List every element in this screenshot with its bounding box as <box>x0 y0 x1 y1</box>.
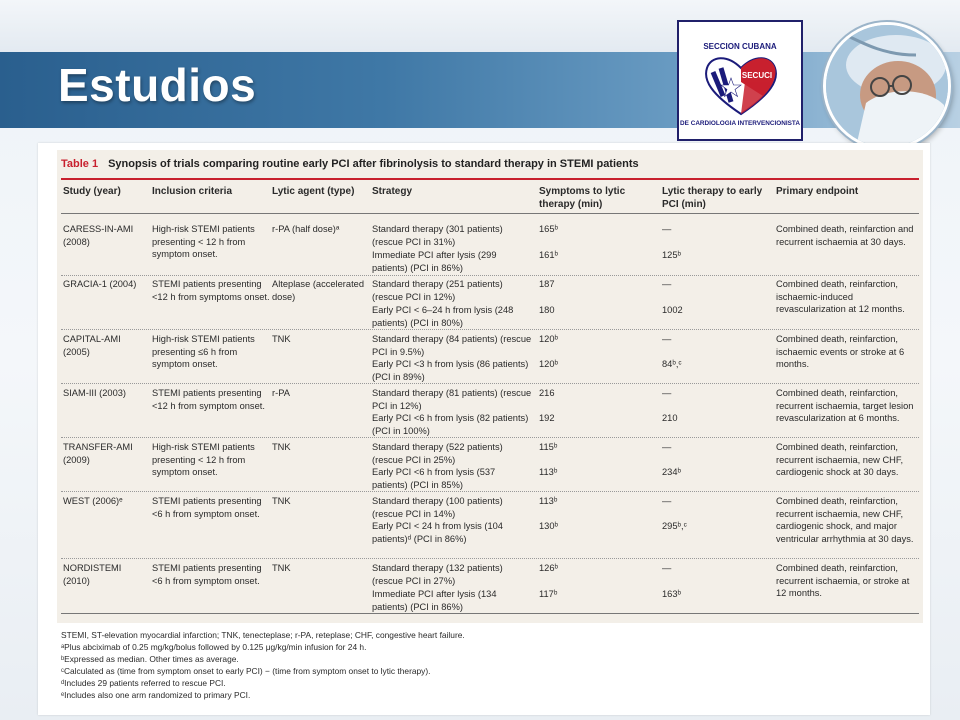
top-band <box>0 0 960 52</box>
row-study: SIAM-III (2003) <box>63 388 127 398</box>
row-inclusion: STEMI patients presenting <6 h from symptom onset. <box>152 563 262 586</box>
row-agent: TNK <box>272 334 291 344</box>
row-strategy-early: Early PCI <6 h from lysis (537 patients) (PCI in 85%) <box>372 467 496 490</box>
row-agent: Alteplase (accelerated dose) <box>272 279 364 302</box>
secuci-logo <box>677 20 803 141</box>
header-strategy: Strategy <box>372 186 413 197</box>
row-lytic-early: 125ᵇ <box>662 250 682 260</box>
header-rule <box>61 213 919 214</box>
row-strategy-standard: Standard therapy (84 patients) (rescue PCI in 9.5%) <box>372 334 532 357</box>
row-agent: r-PA <box>272 388 290 398</box>
row-strategy-standard: Standard therapy (251 patients) (rescue PCI in 12%) <box>372 279 503 302</box>
row-inclusion: High-risk STEMI patients presenting ≤6 h from symptom onset. <box>152 334 255 369</box>
row-agent: r-PA (half dose)ᵃ <box>272 224 340 234</box>
header-endpoint: Primary endpoint <box>776 186 859 197</box>
row-study: NORDISTEMI (2010) <box>63 563 122 586</box>
row-lytic-standard: — <box>662 279 672 289</box>
row-strategy-standard: Standard therapy (100 patients) (rescue PCI in 14%) <box>372 496 503 519</box>
row-lytic-standard: — <box>662 496 672 506</box>
row-sym-standard: 115ᵇ <box>539 442 558 452</box>
row-lytic-standard: — <box>662 388 672 398</box>
row-separator <box>61 558 919 559</box>
row-sym-standard: 126ᵇ <box>539 563 559 573</box>
row-sym-early: 192 <box>539 413 555 423</box>
heart-flag-icon <box>701 52 781 118</box>
row-lytic-early: 295ᵇ,ᶜ <box>662 521 687 531</box>
row-endpoint: Combined death, reinfarction, recurrent ischaemia, new CHF, cardiogenic shock, and major ventricular arrhythmia at 30 days. <box>776 496 914 544</box>
footnote: ᵇExpressed as median. Other times as average. <box>61 654 239 664</box>
row-sym-early: 120ᵇ <box>539 359 559 369</box>
row-endpoint: Combined death, reinfarction, recurrent ischaemia, new CHF, cardiogenic shock at 30 days. <box>776 442 904 477</box>
logo-top-text: SECCION CUBANA <box>703 42 777 51</box>
table-caption: Synopsis of trials comparing routine early PCI after fibrinolysis to standard therapy in STEMI patients <box>108 158 639 170</box>
row-sym-standard: 216 <box>539 388 555 398</box>
row-strategy-standard: Standard therapy (132 patients) (rescue PCI in 27%) <box>372 563 503 586</box>
row-strategy-standard: Standard therapy (301 patients) (rescue PCI in 31%) <box>372 224 503 247</box>
row-endpoint: Combined death, reinfarction and recurrent ischaemia at 30 days. <box>776 224 914 247</box>
row-sym-standard: 113ᵇ <box>539 496 558 506</box>
row-separator <box>61 329 919 330</box>
row-strategy-early: Early PCI < 6–24 h from lysis (248 patients) (PCI in 80%) <box>372 305 514 328</box>
row-sym-standard: 120ᵇ <box>539 334 559 344</box>
row-sym-early: 130ᵇ <box>539 521 559 531</box>
row-strategy-early: Immediate PCI after lysis (299 patients) (PCI in 86%) <box>372 250 497 273</box>
row-strategy-early: Immediate PCI after lysis (134 patients) (PCI in 86%) <box>372 589 497 612</box>
table-title <box>61 158 921 170</box>
surgeon-image <box>826 25 948 147</box>
row-agent: TNK <box>272 442 291 452</box>
row-agent: TNK <box>272 563 291 573</box>
row-lytic-early: 210 <box>662 413 678 423</box>
row-endpoint: Combined death, reinfarction, ischaemic-induced revascularization at 12 months. <box>776 279 905 314</box>
row-strategy-early: Early PCI <6 h from lysis (82 patients) (PCI in 100%) <box>372 413 529 436</box>
row-lytic-standard: — <box>662 334 672 344</box>
footnote: ᵃPlus abciximab of 0.25 mg/kg/bolus followed by 0.125 μg/kg/min infusion for 24 h. <box>61 642 367 652</box>
row-sym-standard: 165ᵇ <box>539 224 559 234</box>
row-endpoint: Combined death, reinfarction, ischaemic events or stroke at 6 months. <box>776 334 905 369</box>
row-study: CAPITAL-AMI (2005) <box>63 334 121 357</box>
row-study: GRACIA-1 (2004) <box>63 279 137 289</box>
row-lytic-early: 1002 <box>662 305 683 315</box>
footnote: STEMI, ST-elevation myocardial infarction; TNK, tenecteplase; r-PA, reteplase; CHF, congestive heart failure. <box>61 630 465 640</box>
footnote: ᵉIncludes also one arm randomized to primary PCI. <box>61 690 251 700</box>
row-lytic-early: 84ᵇ,ᶜ <box>662 359 682 369</box>
row-sym-early: 117ᵇ <box>539 589 558 599</box>
footnote: ᶜCalculated as (time from symptom onset to early PCI) − (time from symptom onset to lytic therapy). <box>61 666 431 676</box>
footnote: ᵈIncludes 29 patients referred to rescue PCI. <box>61 678 226 688</box>
header-symptoms: Symptoms to lytic therapy (min) <box>539 186 626 210</box>
row-lytic-standard: — <box>662 442 672 452</box>
header-inclusion: Inclusion criteria <box>152 186 233 197</box>
row-inclusion: High-risk STEMI patients presenting < 12 h from symptom onset. <box>152 442 255 477</box>
row-separator <box>61 491 919 492</box>
table-number: Table 1 <box>61 158 99 170</box>
row-sym-standard: 187 <box>539 279 555 289</box>
row-endpoint: Combined death, reinfarction, recurrent ischaemia, target lesion revascularization at 6 months. <box>776 388 914 423</box>
row-inclusion: STEMI patients presenting <12 h from symptoms onset. <box>152 279 270 302</box>
logo-center-text: SECUCI <box>741 71 773 80</box>
logo-bottom-text: DE CARDIOLOGIA INTERVENCIONISTA <box>680 120 800 127</box>
row-study: TRANSFER-AMI (2009) <box>63 442 133 465</box>
row-sym-early: 161ᵇ <box>539 250 559 260</box>
row-strategy-standard: Standard therapy (522 patients) (rescue PCI in 25%) <box>372 442 503 465</box>
row-strategy-early: Early PCI < 24 h from lysis (104 patients)ᵈ (PCI in 86%) <box>372 521 503 544</box>
row-strategy-early: Early PCI <3 h from lysis (86 patients) (PCI in 89%) <box>372 359 529 382</box>
row-lytic-standard: — <box>662 224 672 234</box>
table-top-rule <box>61 178 919 180</box>
row-inclusion: High-risk STEMI patients presenting < 12 h from symptom onset. <box>152 224 255 259</box>
row-agent: TNK <box>272 496 291 506</box>
surgeon-photo <box>823 22 951 150</box>
table-bottom-rule <box>61 613 919 614</box>
header-study: Study (year) <box>63 186 121 197</box>
row-endpoint: Combined death, reinfarction, recurrent ischaemia, or stroke at 12 months. <box>776 563 910 598</box>
row-lytic-early: 234ᵇ <box>662 467 682 477</box>
row-strategy-standard: Standard therapy (81 patients) (rescue PCI in 12%) <box>372 388 532 411</box>
row-lytic-early: 163ᵇ <box>662 589 682 599</box>
row-separator <box>61 437 919 438</box>
header-lytic: Lytic therapy to early PCI (min) <box>662 186 763 210</box>
row-sym-early: 180 <box>539 305 555 315</box>
row-sym-early: 113ᵇ <box>539 467 558 477</box>
row-separator <box>61 275 919 276</box>
row-study: WEST (2006)ᵉ <box>63 496 123 506</box>
row-inclusion: STEMI patients presenting <12 h from symptom onset. <box>152 388 265 411</box>
row-separator <box>61 383 919 384</box>
slide-title: Estudios <box>58 59 257 111</box>
row-lytic-standard: — <box>662 563 672 573</box>
row-inclusion: STEMI patients presenting <6 h from symptom onset. <box>152 496 262 519</box>
header-agent: Lytic agent (type) <box>272 186 355 197</box>
row-study: CARESS-IN-AMI (2008) <box>63 224 134 247</box>
